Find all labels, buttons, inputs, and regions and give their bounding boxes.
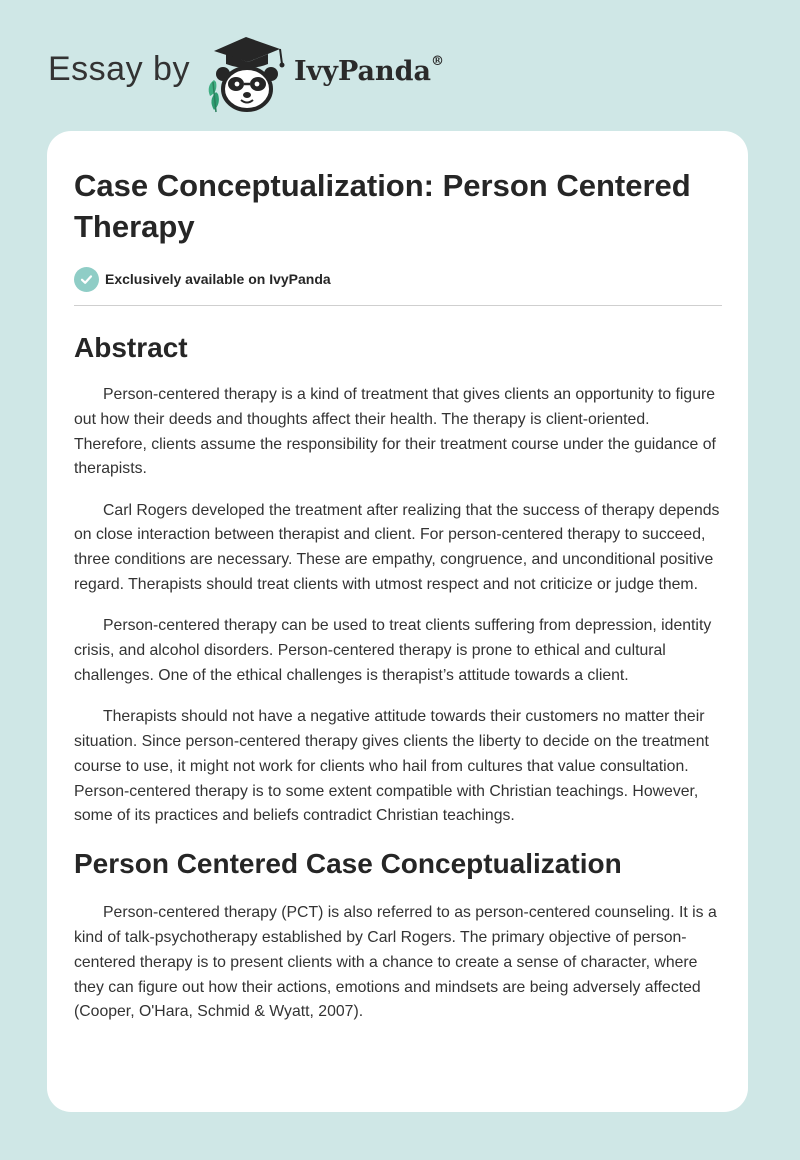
check-icon: [74, 267, 99, 292]
paragraph: Person-centered therapy can be used to treat clients suffering from depression, identity crisis, and alcohol disorders. Person-centered therapy is prone to ethical and cultural challenges. One of the ethical challenges is therapist’s attitude towards a client.: [74, 617, 712, 684]
divider: [74, 305, 722, 306]
essay-by-label: Essay by: [48, 49, 190, 88]
exclusive-label: Exclusively available on IvyPanda: [105, 271, 331, 287]
paragraph: Carl Rogers developed the treatment after realizing that the success of therapy depends on close interaction between therapist and client. For person-centered therapy to succeed, three conditions are necessary. These are empathy, congruence, and unconditional positive regard. Therapists should treat clients with utmost respect and not criticize or judge them.: [74, 501, 720, 594]
brand-name: IvyPanda®: [293, 53, 445, 87]
section-heading-case-conceptualization: Person Centered Case Conceptualization: [74, 848, 622, 880]
brand-header: [48, 34, 444, 114]
paragraph: Therapists should not have a negative attitude towards their customers no matter their situation. Since person-centered therapy gives clients the liberty to decide on the treatment course to use, it might not work for clients who hail from cultures that value consultation. Person-centered therapy is to some extent compatible with Christian teachings. However, some of its practices and beliefs contradict Christian teachings.: [74, 708, 709, 825]
article-card: [47, 131, 748, 1112]
exclusive-badge: [74, 265, 722, 293]
paragraph: Person-centered therapy is a kind of treatment that gives clients an opportunity to figure out how their deeds and thoughts affect their health. The therapy is client-oriented. Therefore, clients assume the responsibility for their treatment course under the guidance of therapists.: [74, 386, 716, 478]
paragraph: Person-centered therapy (PCT) is also referred to as person-centered counseling. It is a kind of talk-psychotherapy established by Carl Rogers. The primary objective of person-centered therapy is to present clients with a chance to create a sense of character, where they can figure out how their actions, emotions and mindsets are being adversely affected (Cooper, O'Hara, Schmid & Wyatt, 2007).: [74, 904, 717, 1021]
panda-logo-icon[interactable]: [204, 34, 290, 114]
article-title: Case Conceptualization: Person Centered Therapy: [74, 168, 691, 244]
section-heading-abstract: Abstract: [74, 332, 188, 363]
